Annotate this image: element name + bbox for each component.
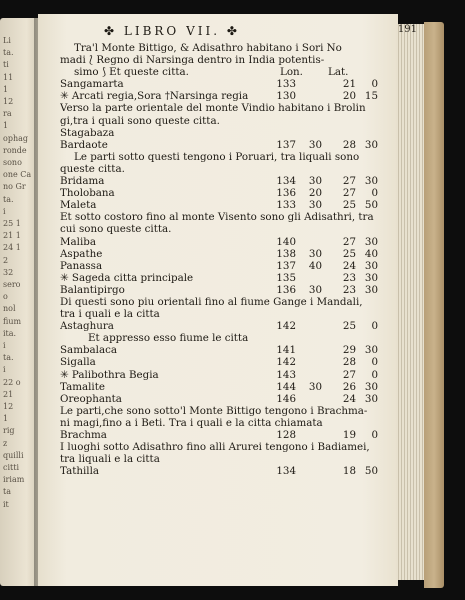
longitude-degrees: 138 (276, 247, 296, 260)
latitude-degrees: 18 (342, 465, 356, 478)
latitude-minutes: 30 (364, 259, 378, 272)
paragraph-line: Le parti sotto questi tengono i Poruari, tra liquali sono (74, 150, 360, 163)
latitude-minutes: 0 (371, 429, 378, 441)
paragraph-line: cui sono queste citta. (60, 223, 172, 236)
place-name: Sigalla (60, 356, 96, 369)
longitude-degrees: 146 (276, 392, 296, 405)
longitude-minutes (296, 127, 322, 139)
longitude-degrees: 136 (276, 283, 296, 296)
latitude-degrees: 29 (342, 344, 356, 357)
latitude-minutes: 30 (364, 392, 378, 405)
longitude-minutes: 30 (308, 175, 322, 188)
gazetteer-row (60, 260, 378, 272)
latitude-degrees: 21 (342, 78, 356, 91)
prev-page-fragment: z (3, 438, 8, 448)
paragraph-line: Le parti,che sono sotto'l Monte Bittigo tengono i Brachma- (60, 404, 368, 417)
prev-page-fragment: 32 (3, 267, 14, 277)
prev-page-fragment: 24 1 (3, 243, 21, 253)
paragraph-line: Verso la parte orientale del monte Vindio habitano i Brolin (60, 102, 366, 115)
longitude-minutes (296, 356, 322, 368)
intro-line: simo ⟆ Et queste citta. (74, 66, 189, 79)
gazetteer-row (60, 320, 378, 332)
gazetteer-row (60, 187, 378, 199)
previous-page-edge (0, 18, 38, 586)
latitude-degrees: 25 (342, 320, 356, 333)
latitude-degrees: 26 (342, 380, 356, 393)
prev-page-fragment: 22 o (3, 377, 21, 387)
prev-page-fragment: o (3, 292, 8, 302)
prev-page-fragment: 1 (3, 84, 9, 94)
prev-page-fragment: ta (3, 487, 11, 497)
place-name: Tholobana (60, 187, 115, 200)
latitude-minutes: 30 (364, 344, 378, 357)
latitude-degrees: 20 (342, 90, 356, 103)
paragraph-line: tra i quali e la citta (60, 308, 160, 321)
prev-page-fragment: nol (3, 304, 16, 314)
latitude-degrees: 25 (342, 247, 356, 260)
prev-page-fragment: i (3, 365, 6, 375)
prev-page-fragment: ti (3, 60, 9, 70)
paragraph-line: queste citta. (60, 162, 125, 175)
latitude-minutes: 15 (364, 90, 378, 103)
gazetteer-row (60, 429, 378, 441)
running-head-title: ✤ LIBRO VII. ✤ (104, 24, 240, 38)
gazetteer-row (60, 236, 378, 248)
gazetteer-row (60, 393, 378, 405)
longitude-degrees: 133 (276, 78, 296, 91)
longitude-degrees: 134 (276, 175, 296, 188)
place-name: Stagabaza (60, 126, 115, 139)
prev-page-fragment: it (3, 499, 9, 509)
longitude-degrees: 135 (276, 271, 296, 284)
prev-page-fragment: ta. (3, 194, 14, 204)
gazetteer-row (60, 199, 378, 211)
prev-page-fragment: sero (3, 280, 21, 289)
longitude-minutes: 40 (308, 259, 322, 272)
gazetteer-row (60, 356, 378, 368)
longitude-minutes (296, 465, 322, 477)
gazetteer-row (60, 78, 378, 90)
longitude-minutes (296, 344, 322, 356)
latitude-degrees: 28 (342, 356, 356, 369)
latitude-minutes: 0 (371, 368, 378, 381)
place-name: Maleta (60, 199, 97, 212)
longitude-minutes (296, 78, 322, 90)
longitude-degrees: 136 (276, 187, 296, 200)
prev-page-fragment: fium (3, 316, 22, 326)
latitude-minutes: 30 (364, 380, 378, 393)
column-head-longitude: Lon. (280, 66, 303, 79)
latitude-minutes: 0 (371, 356, 378, 369)
prev-page-fragment: ita. (3, 328, 17, 338)
latitude-minutes (356, 127, 378, 139)
latitude-minutes: 50 (364, 199, 378, 212)
prev-page-fragment: 21 1 (3, 231, 21, 241)
latitude-degrees: 27 (342, 175, 356, 188)
prev-page-fragment: ronde (3, 145, 27, 155)
paragraph-line: tra liquali e la citta (60, 453, 160, 466)
prev-page-fragment: i (3, 206, 6, 216)
intro-line-with-column-heads (60, 66, 378, 78)
latitude-minutes: 30 (364, 271, 378, 284)
longitude-degrees: 137 (276, 259, 296, 272)
longitude-degrees: 142 (276, 320, 296, 333)
prev-page-fragment: rig (3, 426, 15, 436)
longitude-degrees: 143 (276, 368, 296, 381)
latitude-degrees: 28 (342, 138, 356, 151)
latitude-degrees: 24 (342, 392, 356, 405)
latitude-degrees: 25 (342, 199, 356, 212)
folio-number: 191 (397, 24, 417, 35)
longitude-minutes: 20 (308, 187, 322, 200)
prev-page-fragment: ta. (3, 48, 14, 58)
longitude-minutes: 30 (308, 283, 322, 296)
paragraph-line: Di questi sono piu orientali fino al fiume Gange i Mandali, (60, 295, 363, 308)
latitude-minutes: 30 (364, 235, 378, 248)
prev-page-fragment: i (3, 341, 6, 350)
running-head (60, 24, 417, 40)
place-name: Tathilla (60, 465, 99, 478)
prev-page-fragment: iriam (3, 475, 25, 485)
longitude-minutes (296, 320, 322, 332)
latitude-degrees: 23 (342, 271, 356, 284)
longitude-minutes: 30 (308, 380, 322, 393)
longitude-degrees: 133 (276, 199, 296, 212)
longitude-minutes: 30 (308, 138, 322, 151)
page-edges (396, 24, 426, 580)
gazetteer-row (60, 175, 378, 187)
text-block (60, 42, 378, 477)
longitude-degrees: 134 (276, 465, 296, 478)
gazetteer-row (60, 272, 378, 284)
latitude-minutes: 50 (364, 465, 378, 478)
latitude-degrees: 19 (342, 429, 356, 441)
prev-page-fragment: 2 (3, 255, 9, 265)
gazetteer-row (60, 139, 378, 151)
latitude-degrees: 27 (342, 368, 356, 381)
latitude-minutes: 0 (371, 78, 378, 91)
latitude-degrees: 24 (342, 259, 356, 272)
prev-page-fragment: 1 (3, 414, 9, 424)
longitude-minutes (296, 236, 322, 248)
gazetteer-row (60, 284, 378, 296)
intro-line: Tra'l Monte Bittigo, & Adisathro habitano i Sori No (74, 42, 342, 54)
paragraph-line: Et sotto costoro fino al monte Visento sono gli Adisathri, tra (60, 211, 374, 224)
paragraph-line: Et appresso esso fiume le citta (88, 332, 249, 345)
prev-page-fragment: ta. (3, 353, 14, 363)
longitude-minutes (296, 272, 322, 284)
longitude-minutes (296, 393, 322, 405)
latitude-minutes: 0 (371, 187, 378, 200)
prev-page-fragment: sono (3, 158, 22, 167)
longitude-degrees: 144 (276, 380, 296, 393)
longitude-degrees: 141 (276, 344, 296, 357)
place-name: Astaghura (60, 320, 114, 333)
intro-line: madi ⟅ Regno di Narsinga dentro in India potentis- (60, 54, 325, 67)
prev-page-fragment: 12 (3, 97, 14, 106)
paragraph-line: ni magi,fino a i Beti. Tra i quali e la citta chiamata (60, 416, 323, 429)
place-name: Aspathe (60, 247, 103, 260)
gazetteer-row (60, 369, 378, 381)
longitude-degrees: 137 (276, 138, 296, 151)
paragraph-line: gi,tra i quali sono queste citta. (60, 114, 220, 127)
place-name: Bridama (60, 175, 105, 188)
latitude-minutes: 30 (364, 138, 378, 151)
longitude-minutes: 30 (308, 199, 322, 212)
prev-page-fragment: ophag (3, 133, 28, 143)
longitude-degrees (260, 127, 296, 139)
prev-page-fragment: 12 (3, 402, 14, 411)
place-name: Oreophanta (60, 392, 122, 405)
prev-page-fragment: 1 (3, 121, 9, 131)
longitude-degrees: 130 (276, 90, 296, 103)
prev-page-fragment: quilli (3, 450, 24, 460)
gazetteer-row (60, 465, 378, 477)
place-name: Sambalaca (60, 344, 118, 357)
gazetteer-row (60, 381, 378, 393)
longitude-minutes (296, 90, 322, 102)
latitude-minutes: 30 (364, 175, 378, 188)
latitude-degrees (322, 127, 356, 139)
prev-page-fragment: one Ca (3, 170, 32, 180)
latitude-minutes: 40 (364, 247, 378, 260)
prev-page-fragment: 25 1 (3, 219, 21, 228)
longitude-degrees: 128 (276, 429, 296, 441)
latitude-degrees: 23 (342, 283, 356, 296)
prev-page-fragment: 21 (3, 389, 14, 399)
place-name: Maliba (60, 235, 96, 248)
place-name: Brachma (60, 429, 107, 441)
place-name: ✳ Sageda citta principale (60, 271, 194, 284)
book-cover (424, 22, 444, 588)
gazetteer-row (60, 248, 378, 260)
prev-page-fragment: citti (3, 463, 20, 472)
latitude-minutes: 30 (364, 283, 378, 296)
longitude-degrees: 140 (276, 235, 296, 248)
place-name: Sangamarta (60, 78, 124, 91)
gazetteer-row (60, 344, 378, 356)
latitude-minutes: 0 (371, 320, 378, 333)
column-head-latitude: Lat. (328, 66, 349, 79)
prev-page-fragment: 11 (3, 72, 14, 82)
prev-page-fragment: no Gr (3, 182, 26, 192)
place-name: Panassa (60, 259, 103, 272)
longitude-minutes (296, 369, 322, 381)
place-name: ✳ Arcati regia,Sora †Narsinga regia (60, 90, 249, 103)
prev-page-fragment: ra (3, 109, 12, 119)
prev-page-fragment: Li (3, 36, 11, 45)
latitude-degrees: 27 (342, 187, 356, 200)
place-name: ✳ Palibothra Begia (60, 368, 159, 381)
place-name: Tamalite (60, 380, 105, 393)
latitude-degrees: 27 (342, 235, 356, 248)
gazetteer-row (60, 90, 378, 102)
longitude-minutes: 30 (308, 247, 322, 260)
paragraph-line: I luoghi sotto Adisathro fino alli Arurei tengono i Badiamei, (60, 441, 370, 454)
gazetteer-row (60, 127, 378, 139)
longitude-minutes (296, 429, 322, 441)
longitude-degrees: 142 (276, 356, 296, 369)
place-name: Balantipirgo (60, 283, 125, 296)
place-name: Bardaote (60, 138, 108, 151)
